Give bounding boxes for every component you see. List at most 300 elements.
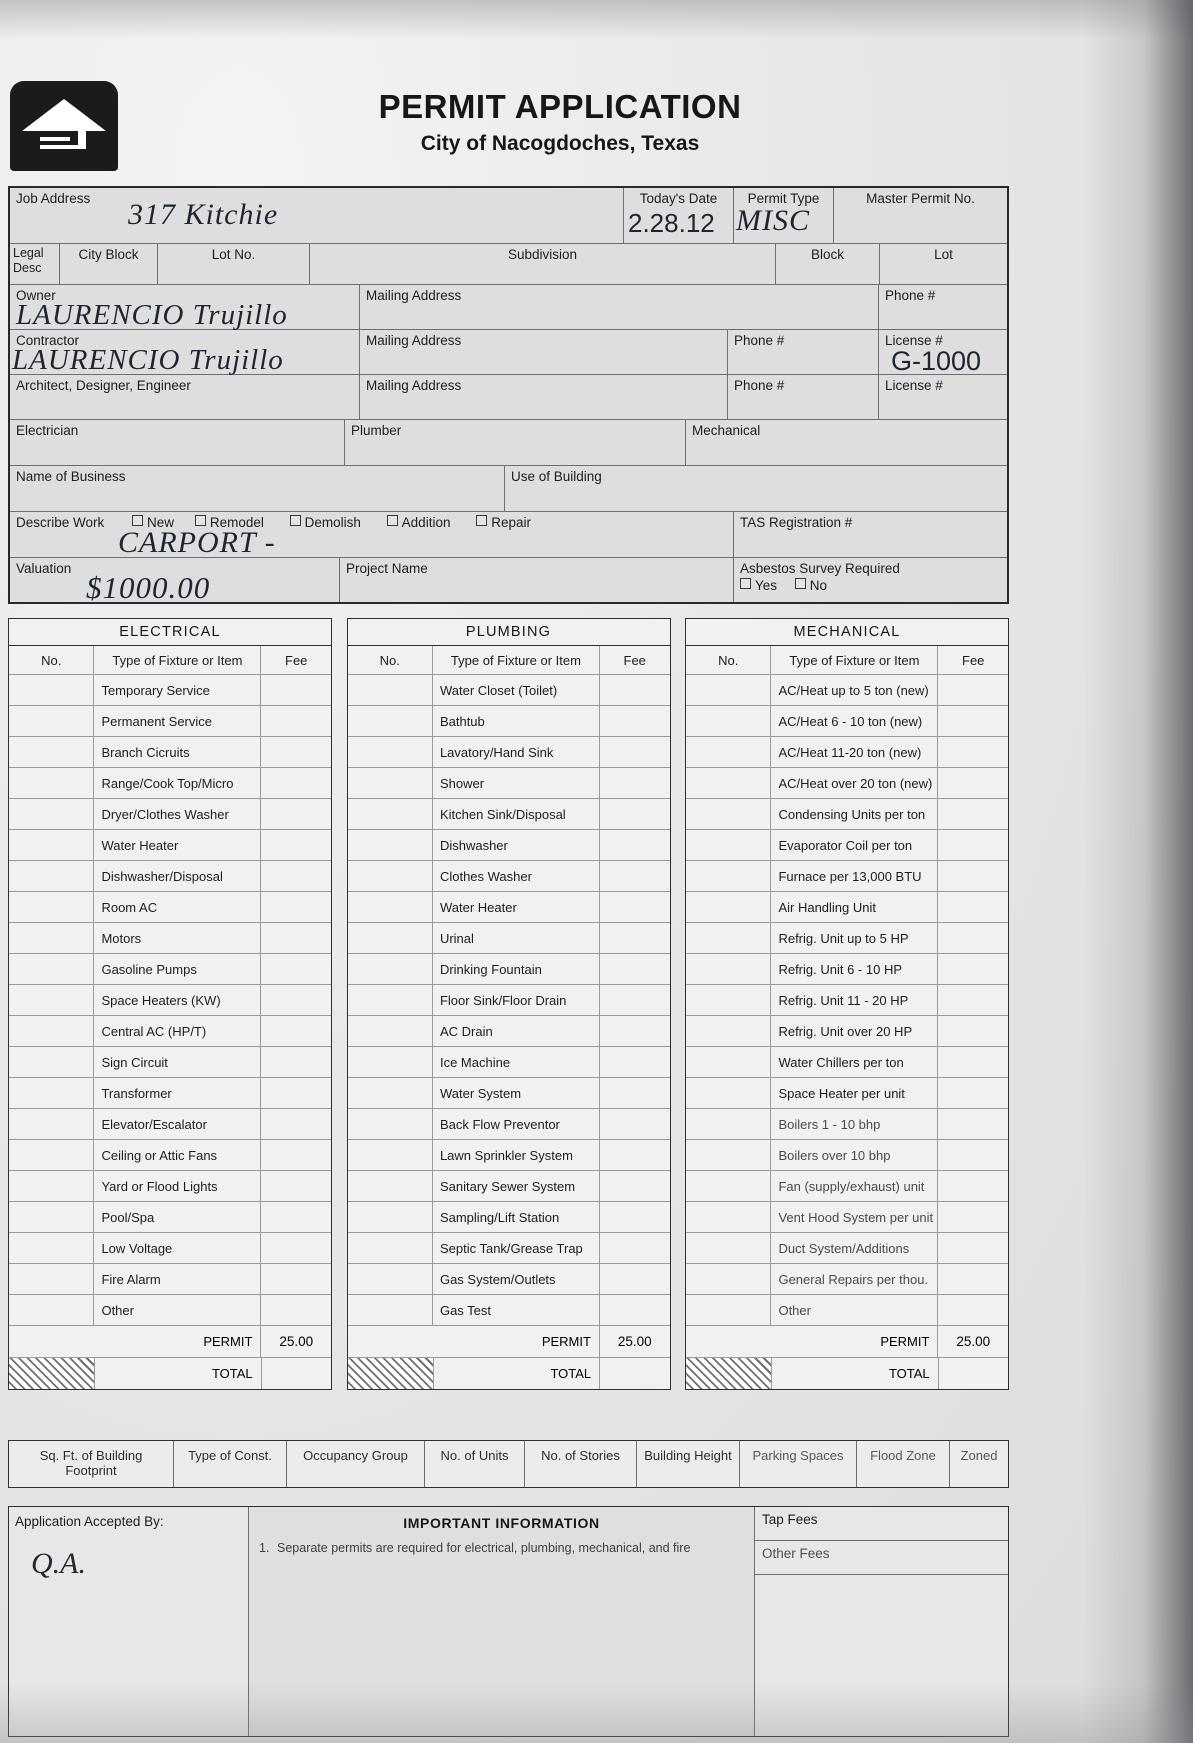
lot-field[interactable] — [880, 244, 1007, 284]
cell-no[interactable] — [686, 768, 771, 798]
parking-spaces-field[interactable]: Parking Spaces — [740, 1441, 857, 1487]
table-row[interactable] — [9, 1202, 331, 1233]
table-row[interactable] — [9, 892, 331, 923]
cell-item: AC/Heat up to 5 ton (new) — [771, 675, 938, 705]
cell-fee[interactable] — [600, 1202, 670, 1232]
cell-fee[interactable] — [600, 768, 670, 798]
cell-no[interactable] — [348, 1171, 433, 1201]
job-address-field[interactable] — [10, 188, 624, 243]
cell-no[interactable] — [348, 1295, 433, 1325]
cell-no[interactable] — [9, 799, 94, 829]
table-row[interactable] — [348, 768, 670, 799]
cell-item: Room AC — [94, 892, 261, 922]
table-row[interactable] — [9, 861, 331, 892]
cell-fee[interactable] — [261, 1109, 331, 1139]
table-row[interactable] — [686, 1078, 1008, 1109]
building-height-field[interactable]: Building Height — [637, 1441, 740, 1487]
work-option-addition[interactable] — [387, 515, 451, 530]
cell-no[interactable] — [348, 706, 433, 736]
cell-fee[interactable] — [600, 1016, 670, 1046]
cell-fee[interactable] — [261, 768, 331, 798]
other-fees-field[interactable] — [755, 1541, 1008, 1575]
cell-no[interactable] — [9, 1047, 94, 1077]
contractor-mailing-address-field[interactable] — [360, 330, 728, 374]
cell-no[interactable] — [686, 923, 771, 953]
legal-desc-label: Legal Desc — [10, 244, 60, 284]
cell-no[interactable] — [348, 1047, 433, 1077]
cell-fee[interactable] — [600, 1171, 670, 1201]
building-info-strip — [8, 1440, 1009, 1488]
cell-fee[interactable] — [938, 768, 1008, 798]
plumber-field[interactable] — [345, 420, 686, 465]
electrical-table-header — [9, 646, 331, 675]
cell-fee[interactable] — [261, 1047, 331, 1077]
table-row[interactable] — [686, 1264, 1008, 1295]
cell-no[interactable] — [9, 1171, 94, 1201]
table-row[interactable] — [348, 954, 670, 985]
cell-no[interactable] — [686, 799, 771, 829]
cell-fee[interactable] — [600, 923, 670, 953]
table-row[interactable] — [686, 1202, 1008, 1233]
asbestos-survey-field[interactable] — [734, 558, 1007, 602]
table-row[interactable] — [686, 737, 1008, 768]
project-name-field[interactable] — [340, 558, 734, 602]
cell-item: AC/Heat 11-20 ton (new) — [771, 737, 938, 767]
table-row[interactable] — [9, 768, 331, 799]
important-information-item — [259, 1540, 744, 1556]
cell-no[interactable] — [348, 768, 433, 798]
cell-fee[interactable] — [938, 1233, 1008, 1263]
cell-no[interactable] — [348, 954, 433, 984]
zoned-field[interactable]: Zoned — [960, 1448, 998, 1463]
cell-no[interactable] — [348, 1264, 433, 1294]
master-permit-field[interactable] — [834, 188, 1007, 243]
cell-fee[interactable] — [261, 1140, 331, 1170]
cell-fee[interactable] — [938, 1171, 1008, 1201]
cell-fee[interactable] — [600, 737, 670, 767]
cell-no[interactable] — [9, 675, 94, 705]
owner-mailing-address-field[interactable] — [360, 285, 879, 329]
table-row[interactable] — [9, 1233, 331, 1264]
cell-fee[interactable] — [261, 737, 331, 767]
cell-no[interactable] — [9, 954, 94, 984]
plumber-label: Plumber — [351, 423, 402, 438]
cell-fee[interactable] — [600, 675, 670, 705]
cell-fee[interactable] — [261, 1078, 331, 1108]
important-information-title: IMPORTANT INFORMATION — [403, 1515, 600, 1531]
table-row[interactable] — [686, 861, 1008, 892]
cell-item: Refrig. Unit 6 - 10 HP — [771, 954, 938, 984]
trade-tables — [8, 618, 1009, 1390]
table-row[interactable] — [348, 1016, 670, 1047]
cell-no[interactable] — [9, 1109, 94, 1139]
cell-no[interactable] — [686, 1109, 771, 1139]
cell-item: Water Heater — [433, 892, 600, 922]
table-row[interactable] — [348, 1109, 670, 1140]
total-label: TOTAL — [772, 1358, 938, 1389]
table-row[interactable] — [348, 1264, 670, 1295]
cell-fee[interactable] — [938, 985, 1008, 1015]
cell-no[interactable] — [686, 1171, 771, 1201]
cell-no[interactable] — [9, 1078, 94, 1108]
lot-no-field[interactable] — [158, 244, 310, 284]
tas-registration-field[interactable] — [734, 512, 1007, 557]
cell-fee[interactable] — [600, 799, 670, 829]
cell-item: Branch Cicruits — [94, 737, 261, 767]
table-row[interactable] — [686, 768, 1008, 799]
cell-fee[interactable] — [938, 861, 1008, 891]
cell-no[interactable] — [348, 675, 433, 705]
table-row[interactable] — [686, 799, 1008, 830]
permit-type-value: MISC — [736, 204, 810, 237]
table-row[interactable] — [686, 923, 1008, 954]
table-row[interactable] — [348, 706, 670, 737]
table-row[interactable] — [348, 1047, 670, 1078]
sq-ft-footprint-field[interactable]: Sq. Ft. of Building Footprint — [9, 1441, 174, 1487]
cell-item: Sampling/Lift Station — [433, 1202, 600, 1232]
cell-no[interactable] — [348, 1078, 433, 1108]
owner-mailing-label: Mailing Address — [366, 288, 462, 303]
cell-no[interactable] — [348, 923, 433, 953]
occupancy-group-field[interactable]: Occupancy Group — [287, 1441, 425, 1487]
electrical-table-title: ELECTRICAL — [9, 619, 331, 646]
table-row[interactable] — [348, 1171, 670, 1202]
cell-item: AC/Heat over 20 ton (new) — [771, 768, 938, 798]
no-of-stories-field[interactable]: No. of Stories — [525, 1441, 637, 1487]
cell-no[interactable] — [686, 1295, 771, 1325]
table-row[interactable] — [686, 1171, 1008, 1202]
job-address-label: Job Address — [16, 191, 91, 206]
table-row[interactable] — [9, 1264, 331, 1295]
cell-no[interactable] — [9, 1295, 94, 1325]
table-row[interactable] — [9, 675, 331, 706]
cell-fee[interactable] — [261, 1233, 331, 1263]
mechanical-field[interactable] — [686, 420, 1007, 465]
table-row[interactable] — [348, 799, 670, 830]
cell-fee[interactable] — [261, 861, 331, 891]
cell-fee[interactable] — [600, 1233, 670, 1263]
cell-fee[interactable] — [600, 985, 670, 1015]
cell-no[interactable] — [686, 830, 771, 860]
cell-no[interactable] — [686, 1233, 771, 1263]
asbestos-option-no[interactable] — [795, 578, 827, 593]
table-row[interactable] — [348, 861, 670, 892]
total-fee-value[interactable] — [600, 1358, 669, 1389]
cell-fee[interactable] — [261, 830, 331, 860]
valuation-field[interactable] — [10, 558, 340, 605]
item-text: Separate permits are required for electrical, plumbing, mechanical, and fire — [277, 1541, 691, 1555]
owner-value: LAURENCIO Trujillo — [16, 299, 288, 331]
checkbox-asbestos-no[interactable] — [795, 578, 806, 589]
cell-fee[interactable] — [938, 1109, 1008, 1139]
table-row[interactable] — [9, 1016, 331, 1047]
architect-license-field[interactable] — [879, 375, 1007, 419]
cell-no[interactable] — [686, 985, 771, 1015]
cell-fee[interactable] — [938, 954, 1008, 984]
cell-no[interactable] — [686, 892, 771, 922]
cell-item: Fan (supply/exhaust) unit — [771, 1171, 938, 1201]
cell-item: Kitchen Sink/Disposal — [433, 799, 600, 829]
no-of-units-field[interactable]: No. of Units — [425, 1441, 525, 1487]
asbestos-option-yes[interactable] — [740, 578, 777, 593]
permit-fee-value: 25.00 — [279, 1334, 314, 1349]
cell-no[interactable] — [686, 1202, 771, 1232]
plumbing-table-header — [348, 646, 670, 675]
cell-fee[interactable] — [261, 1264, 331, 1294]
cell-no[interactable] — [348, 985, 433, 1015]
work-option-repair[interactable] — [476, 515, 531, 530]
cell-no[interactable] — [9, 1202, 94, 1232]
use-of-building-label: Use of Building — [511, 469, 602, 484]
cell-fee[interactable] — [261, 1016, 331, 1046]
checkbox-new[interactable] — [132, 515, 143, 526]
table-row[interactable] — [686, 706, 1008, 737]
cell-fee[interactable] — [261, 1295, 331, 1325]
total-fee-value[interactable] — [262, 1358, 331, 1389]
checkbox-addition[interactable] — [387, 515, 398, 526]
cell-no[interactable] — [9, 706, 94, 736]
table-row[interactable] — [9, 1047, 331, 1078]
cell-fee[interactable] — [600, 1109, 670, 1139]
cell-no[interactable] — [348, 830, 433, 860]
table-row[interactable] — [686, 892, 1008, 923]
type-of-const-field[interactable]: Type of Const. — [174, 1441, 287, 1487]
cell-item: Range/Cook Top/Micro — [94, 768, 261, 798]
table-row[interactable] — [686, 1016, 1008, 1047]
cell-item: Sign Circuit — [94, 1047, 261, 1077]
table-row[interactable] — [9, 954, 331, 985]
cell-fee[interactable] — [938, 1047, 1008, 1077]
cell-no[interactable] — [348, 1202, 433, 1232]
cell-no[interactable] — [348, 737, 433, 767]
table-row[interactable] — [348, 1233, 670, 1264]
todays-date-field[interactable] — [624, 188, 734, 243]
table-row[interactable] — [686, 954, 1008, 985]
cell-fee[interactable] — [938, 830, 1008, 860]
cell-item: Condensing Units per ton — [771, 799, 938, 829]
table-row[interactable] — [9, 1078, 331, 1109]
cell-no[interactable] — [9, 1140, 94, 1170]
subdivision-field[interactable] — [310, 244, 776, 284]
cell-fee[interactable] — [261, 1171, 331, 1201]
cell-no[interactable] — [348, 1140, 433, 1170]
cell-no[interactable] — [9, 737, 94, 767]
cell-fee[interactable] — [938, 706, 1008, 736]
hatched-cell — [9, 1358, 95, 1389]
cell-fee[interactable] — [938, 1295, 1008, 1325]
total-fee-value[interactable] — [939, 1358, 1008, 1389]
cell-item: Vent Hood System per unit — [771, 1202, 938, 1232]
permit-label: PERMIT — [348, 1326, 600, 1357]
cell-fee[interactable] — [600, 1295, 670, 1325]
cell-item: Refrig. Unit up to 5 HP — [771, 923, 938, 953]
cell-fee[interactable] — [938, 1202, 1008, 1232]
application-accepted-by-field[interactable] — [9, 1507, 249, 1736]
tap-fees-field[interactable] — [755, 1507, 1008, 1541]
cell-no[interactable] — [9, 830, 94, 860]
owner-field[interactable] — [10, 285, 360, 329]
cell-fee[interactable] — [938, 1016, 1008, 1046]
use-of-building-field[interactable] — [505, 466, 1007, 511]
cell-item: Bathtub — [433, 706, 600, 736]
cell-item: Ice Machine — [433, 1047, 600, 1077]
cell-no[interactable] — [686, 1264, 771, 1294]
cell-item: AC Drain — [433, 1016, 600, 1046]
architect-phone-field[interactable] — [728, 375, 879, 419]
cell-no[interactable] — [348, 1016, 433, 1046]
total-label: TOTAL — [95, 1358, 261, 1389]
cell-no[interactable] — [348, 861, 433, 891]
cell-no[interactable] — [686, 675, 771, 705]
cell-fee[interactable] — [261, 1202, 331, 1232]
cell-fee[interactable] — [938, 892, 1008, 922]
table-row[interactable] — [9, 799, 331, 830]
table-row[interactable] — [9, 1109, 331, 1140]
cell-fee[interactable] — [938, 675, 1008, 705]
permit-fee-value: 25.00 — [617, 1334, 652, 1349]
table-row[interactable] — [9, 1295, 331, 1326]
cell-no[interactable] — [9, 1016, 94, 1046]
cell-no[interactable] — [348, 1233, 433, 1263]
table-row[interactable] — [9, 1171, 331, 1202]
contractor-license-label: License # — [885, 333, 943, 348]
cell-no[interactable] — [9, 1233, 94, 1263]
cell-fee[interactable] — [938, 799, 1008, 829]
permit-type-field[interactable] — [734, 188, 834, 243]
cell-no[interactable] — [9, 1264, 94, 1294]
cell-no[interactable] — [348, 1109, 433, 1139]
block-field[interactable] — [776, 244, 880, 284]
cell-fee[interactable] — [261, 923, 331, 953]
cell-fee[interactable] — [600, 1140, 670, 1170]
table-row[interactable] — [348, 830, 670, 861]
table-row[interactable] — [348, 675, 670, 706]
cell-no[interactable] — [348, 892, 433, 922]
applicant-info-form — [8, 186, 1009, 604]
cell-fee[interactable] — [261, 892, 331, 922]
table-row[interactable] — [686, 1140, 1008, 1171]
checkbox-repair[interactable] — [476, 515, 487, 526]
table-row[interactable] — [9, 985, 331, 1016]
cell-no[interactable] — [686, 1078, 771, 1108]
checkbox-demolish[interactable] — [290, 515, 301, 526]
cell-no[interactable] — [686, 1140, 771, 1170]
cell-no[interactable] — [9, 861, 94, 891]
cell-fee[interactable] — [600, 1078, 670, 1108]
table-row[interactable] — [9, 923, 331, 954]
table-row[interactable] — [9, 830, 331, 861]
cell-no[interactable] — [686, 706, 771, 736]
cell-fee[interactable] — [600, 861, 670, 891]
cell-fee[interactable] — [938, 923, 1008, 953]
cell-no[interactable] — [9, 923, 94, 953]
cell-no[interactable] — [348, 799, 433, 829]
table-row[interactable] — [348, 1295, 670, 1326]
architect-label: Architect, Designer, Engineer — [16, 378, 191, 393]
business-name-field[interactable] — [10, 466, 505, 511]
cell-no[interactable] — [686, 737, 771, 767]
cell-fee[interactable] — [261, 706, 331, 736]
column-header-item: Type of Fixture or Item — [771, 646, 938, 674]
architect-mailing-address-field[interactable] — [360, 375, 728, 419]
work-option-demolish[interactable] — [290, 515, 361, 530]
cell-fee[interactable] — [261, 954, 331, 984]
cell-fee[interactable] — [600, 954, 670, 984]
table-row[interactable] — [686, 1047, 1008, 1078]
table-row[interactable] — [348, 923, 670, 954]
flood-zone-field[interactable]: Flood Zone — [857, 1441, 950, 1487]
cell-fee[interactable] — [938, 1078, 1008, 1108]
project-name-label: Project Name — [346, 561, 428, 576]
table-row[interactable] — [348, 1202, 670, 1233]
table-row[interactable] — [686, 830, 1008, 861]
tap-fees-label: Tap Fees — [762, 1512, 818, 1527]
cell-no[interactable] — [9, 768, 94, 798]
table-row[interactable] — [348, 985, 670, 1016]
cell-item: Urinal — [433, 923, 600, 953]
cell-no[interactable] — [686, 1016, 771, 1046]
table-row[interactable] — [9, 737, 331, 768]
table-row[interactable] — [9, 1140, 331, 1171]
cell-item: Water Chillers per ton — [771, 1047, 938, 1077]
cell-fee[interactable] — [600, 1047, 670, 1077]
electrician-field[interactable] — [10, 420, 345, 465]
table-row[interactable] — [686, 1109, 1008, 1140]
cell-no[interactable] — [9, 892, 94, 922]
table-row[interactable] — [348, 1078, 670, 1109]
checkbox-remodel[interactable] — [195, 515, 206, 526]
cell-fee[interactable] — [600, 706, 670, 736]
cell-no[interactable] — [686, 1047, 771, 1077]
table-row[interactable] — [348, 892, 670, 923]
cell-fee[interactable] — [261, 985, 331, 1015]
cell-item: Dishwasher/Disposal — [94, 861, 261, 891]
table-row[interactable] — [9, 706, 331, 737]
cell-fee[interactable] — [600, 830, 670, 860]
cell-no[interactable] — [686, 954, 771, 984]
city-block-field[interactable] — [60, 244, 158, 284]
cell-no[interactable] — [9, 985, 94, 1015]
architect-field[interactable] — [10, 375, 360, 419]
contractor-license-value: G-1000 — [891, 346, 982, 376]
cell-fee[interactable] — [938, 737, 1008, 767]
table-row[interactable] — [686, 1295, 1008, 1326]
block-label: Block — [810, 247, 844, 262]
table-row[interactable] — [686, 1233, 1008, 1264]
cell-fee[interactable] — [600, 1264, 670, 1294]
table-row[interactable] — [686, 675, 1008, 706]
contractor-license-field[interactable] — [879, 330, 1007, 374]
column-header-no: No. — [686, 646, 771, 674]
job-address-value: 317 Kitchie — [128, 198, 279, 231]
contractor-phone-field[interactable] — [728, 330, 879, 374]
cell-no[interactable] — [686, 861, 771, 891]
owner-phone-field[interactable] — [879, 285, 1007, 329]
column-header-fee: Fee — [623, 652, 646, 668]
cell-fee[interactable] — [261, 675, 331, 705]
table-row[interactable] — [686, 985, 1008, 1016]
todays-date-label: Today's Date — [639, 191, 718, 206]
describe-work-field[interactable] — [10, 512, 734, 557]
table-row[interactable] — [348, 1140, 670, 1171]
table-row[interactable] — [348, 737, 670, 768]
cell-fee[interactable] — [938, 1264, 1008, 1294]
contractor-field[interactable] — [10, 330, 360, 374]
cell-fee[interactable] — [938, 1140, 1008, 1170]
checkbox-asbestos-yes[interactable] — [740, 578, 751, 589]
cell-fee[interactable] — [261, 799, 331, 829]
cell-fee[interactable] — [600, 892, 670, 922]
